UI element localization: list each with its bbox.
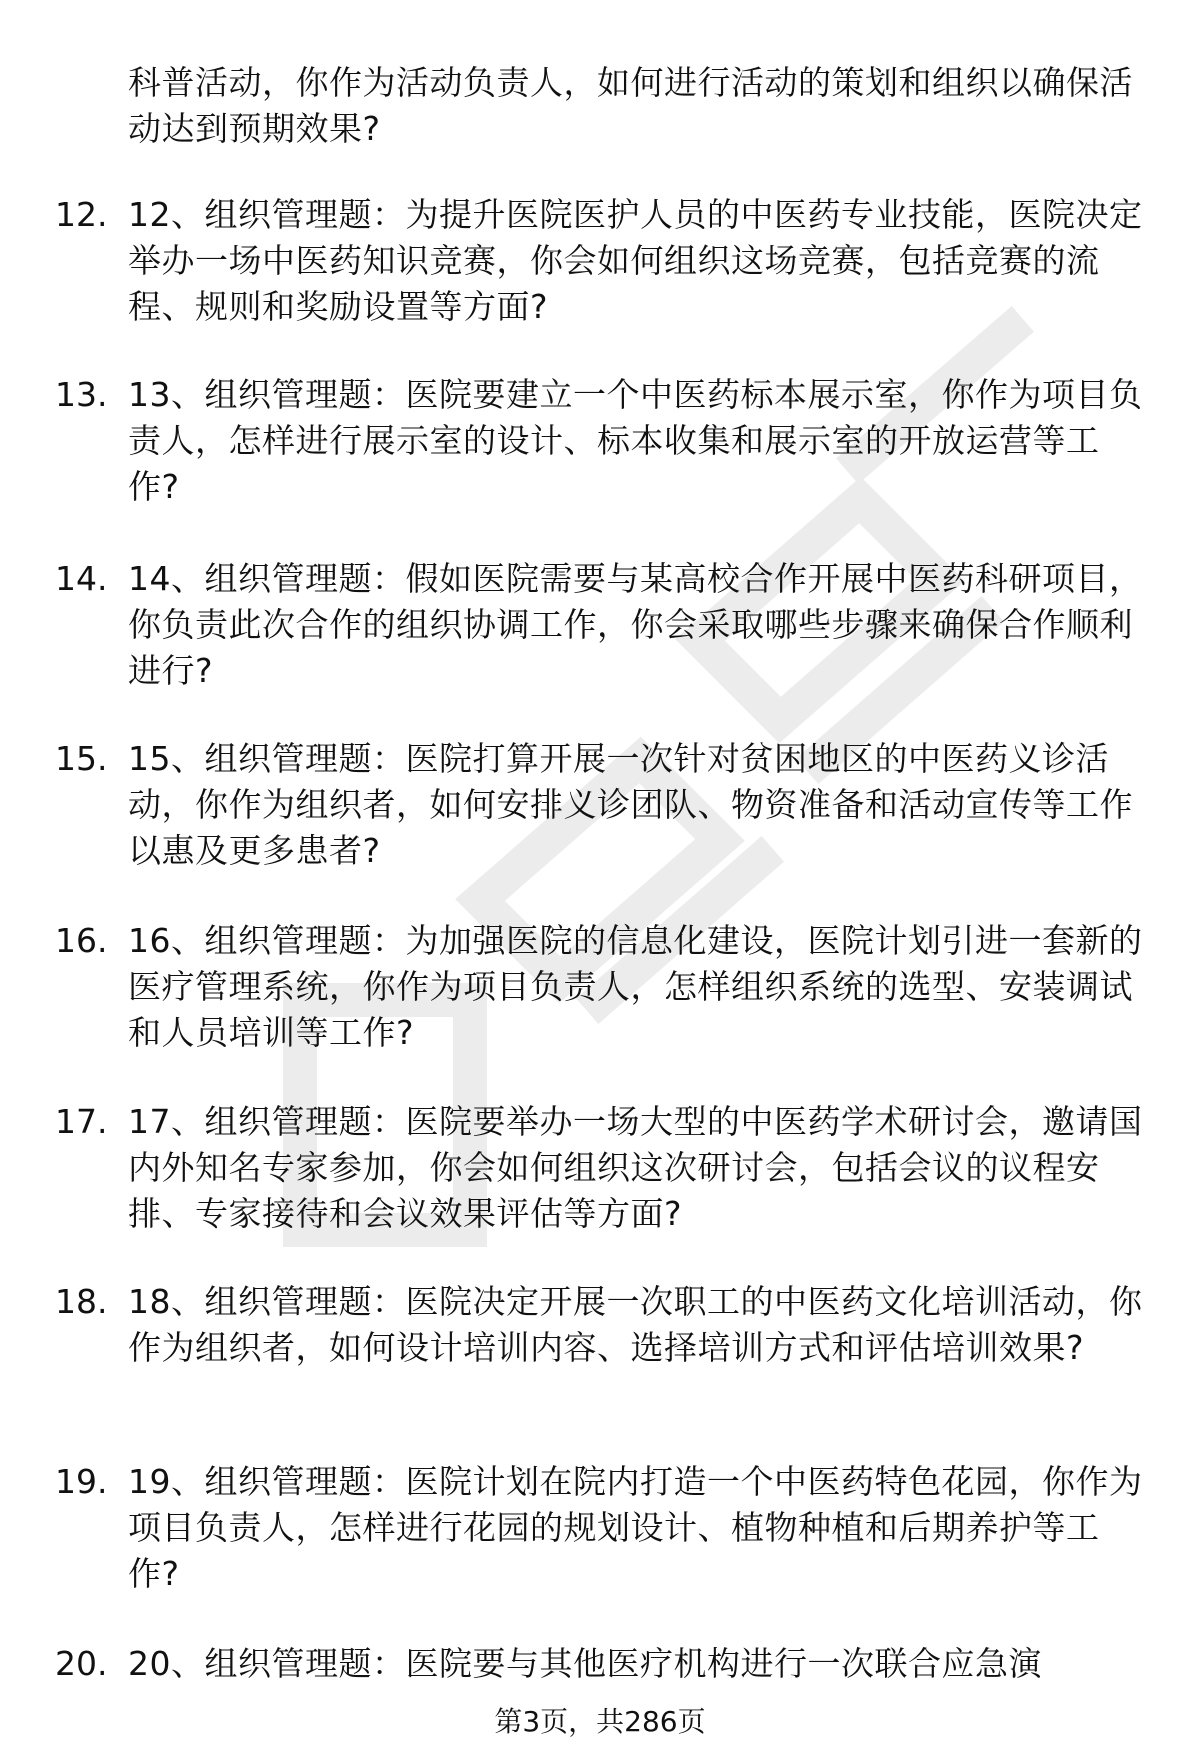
item-number: 16.: [55, 921, 108, 960]
continued-question-text: 科普活动，你作为活动负责人，如何进行活动的策划和组织以确保活动达到预期效果?: [128, 63, 1133, 148]
item-number: 15.: [55, 739, 108, 778]
item-text: 20、组织管理题：医院要与其他医疗机构进行一次联合应急演: [128, 1644, 1042, 1683]
item-text: 16、组织管理题：为加强医院的信息化建设，医院计划引进一套新的医疗管理系统，你作为项目负责人，怎样组织系统的选型、安装调试和人员培训等工作?: [128, 921, 1143, 1052]
item-number: 17.: [55, 1102, 108, 1141]
item-text: 19、组织管理题：医院计划在院内打造一个中医药特色花园，你作为项目负责人，怎样进行花园的规划设计、植物种植和后期养护等工作?: [128, 1462, 1143, 1593]
item-number: 13.: [55, 375, 108, 414]
item-number: 14.: [55, 559, 108, 598]
item-number: 19.: [55, 1462, 108, 1501]
item-text: 18、组织管理题：医院决定开展一次职工的中医药文化培训活动，你作为组织者，如何设计培训内容、选择培训方式和评估培训效果?: [128, 1282, 1143, 1367]
item-number: 18.: [55, 1282, 108, 1321]
item-text: 13、组织管理题：医院要建立一个中医药标本展示室，你作为项目负责人，怎样进行展示室的设计、标本收集和展示室的开放运营等工作?: [128, 375, 1143, 506]
item-text: 14、组织管理题：假如医院需要与某高校合作开展中医药科研项目，你负责此次合作的组织协调工作，你会采取哪些步骤来确保合作顺利进行?: [128, 559, 1143, 690]
page-footer: 第3页，共286页: [494, 1705, 706, 1738]
item-number: 20.: [55, 1644, 108, 1683]
item-number: 12.: [55, 195, 108, 234]
item-text: 17、组织管理题：医院要举办一场大型的中医药学术研讨会，邀请国内外知名专家参加，你会如何组织这次研讨会，包括会议的议程安排、专家接待和会议效果评估等方面?: [128, 1102, 1143, 1233]
item-text: 15、组织管理题：医院打算开展一次针对贫困地区的中医药义诊活动，你作为组织者，如何安排义诊团队、物资准备和活动宣传等工作以惠及更多患者?: [128, 739, 1133, 870]
item-text: 12、组织管理题：为提升医院医护人员的中医药专业技能，医院决定举办一场中医药知识竞赛，你会如何组织这场竞赛，包括竞赛的流程、规则和奖励设置等方面?: [128, 195, 1143, 326]
